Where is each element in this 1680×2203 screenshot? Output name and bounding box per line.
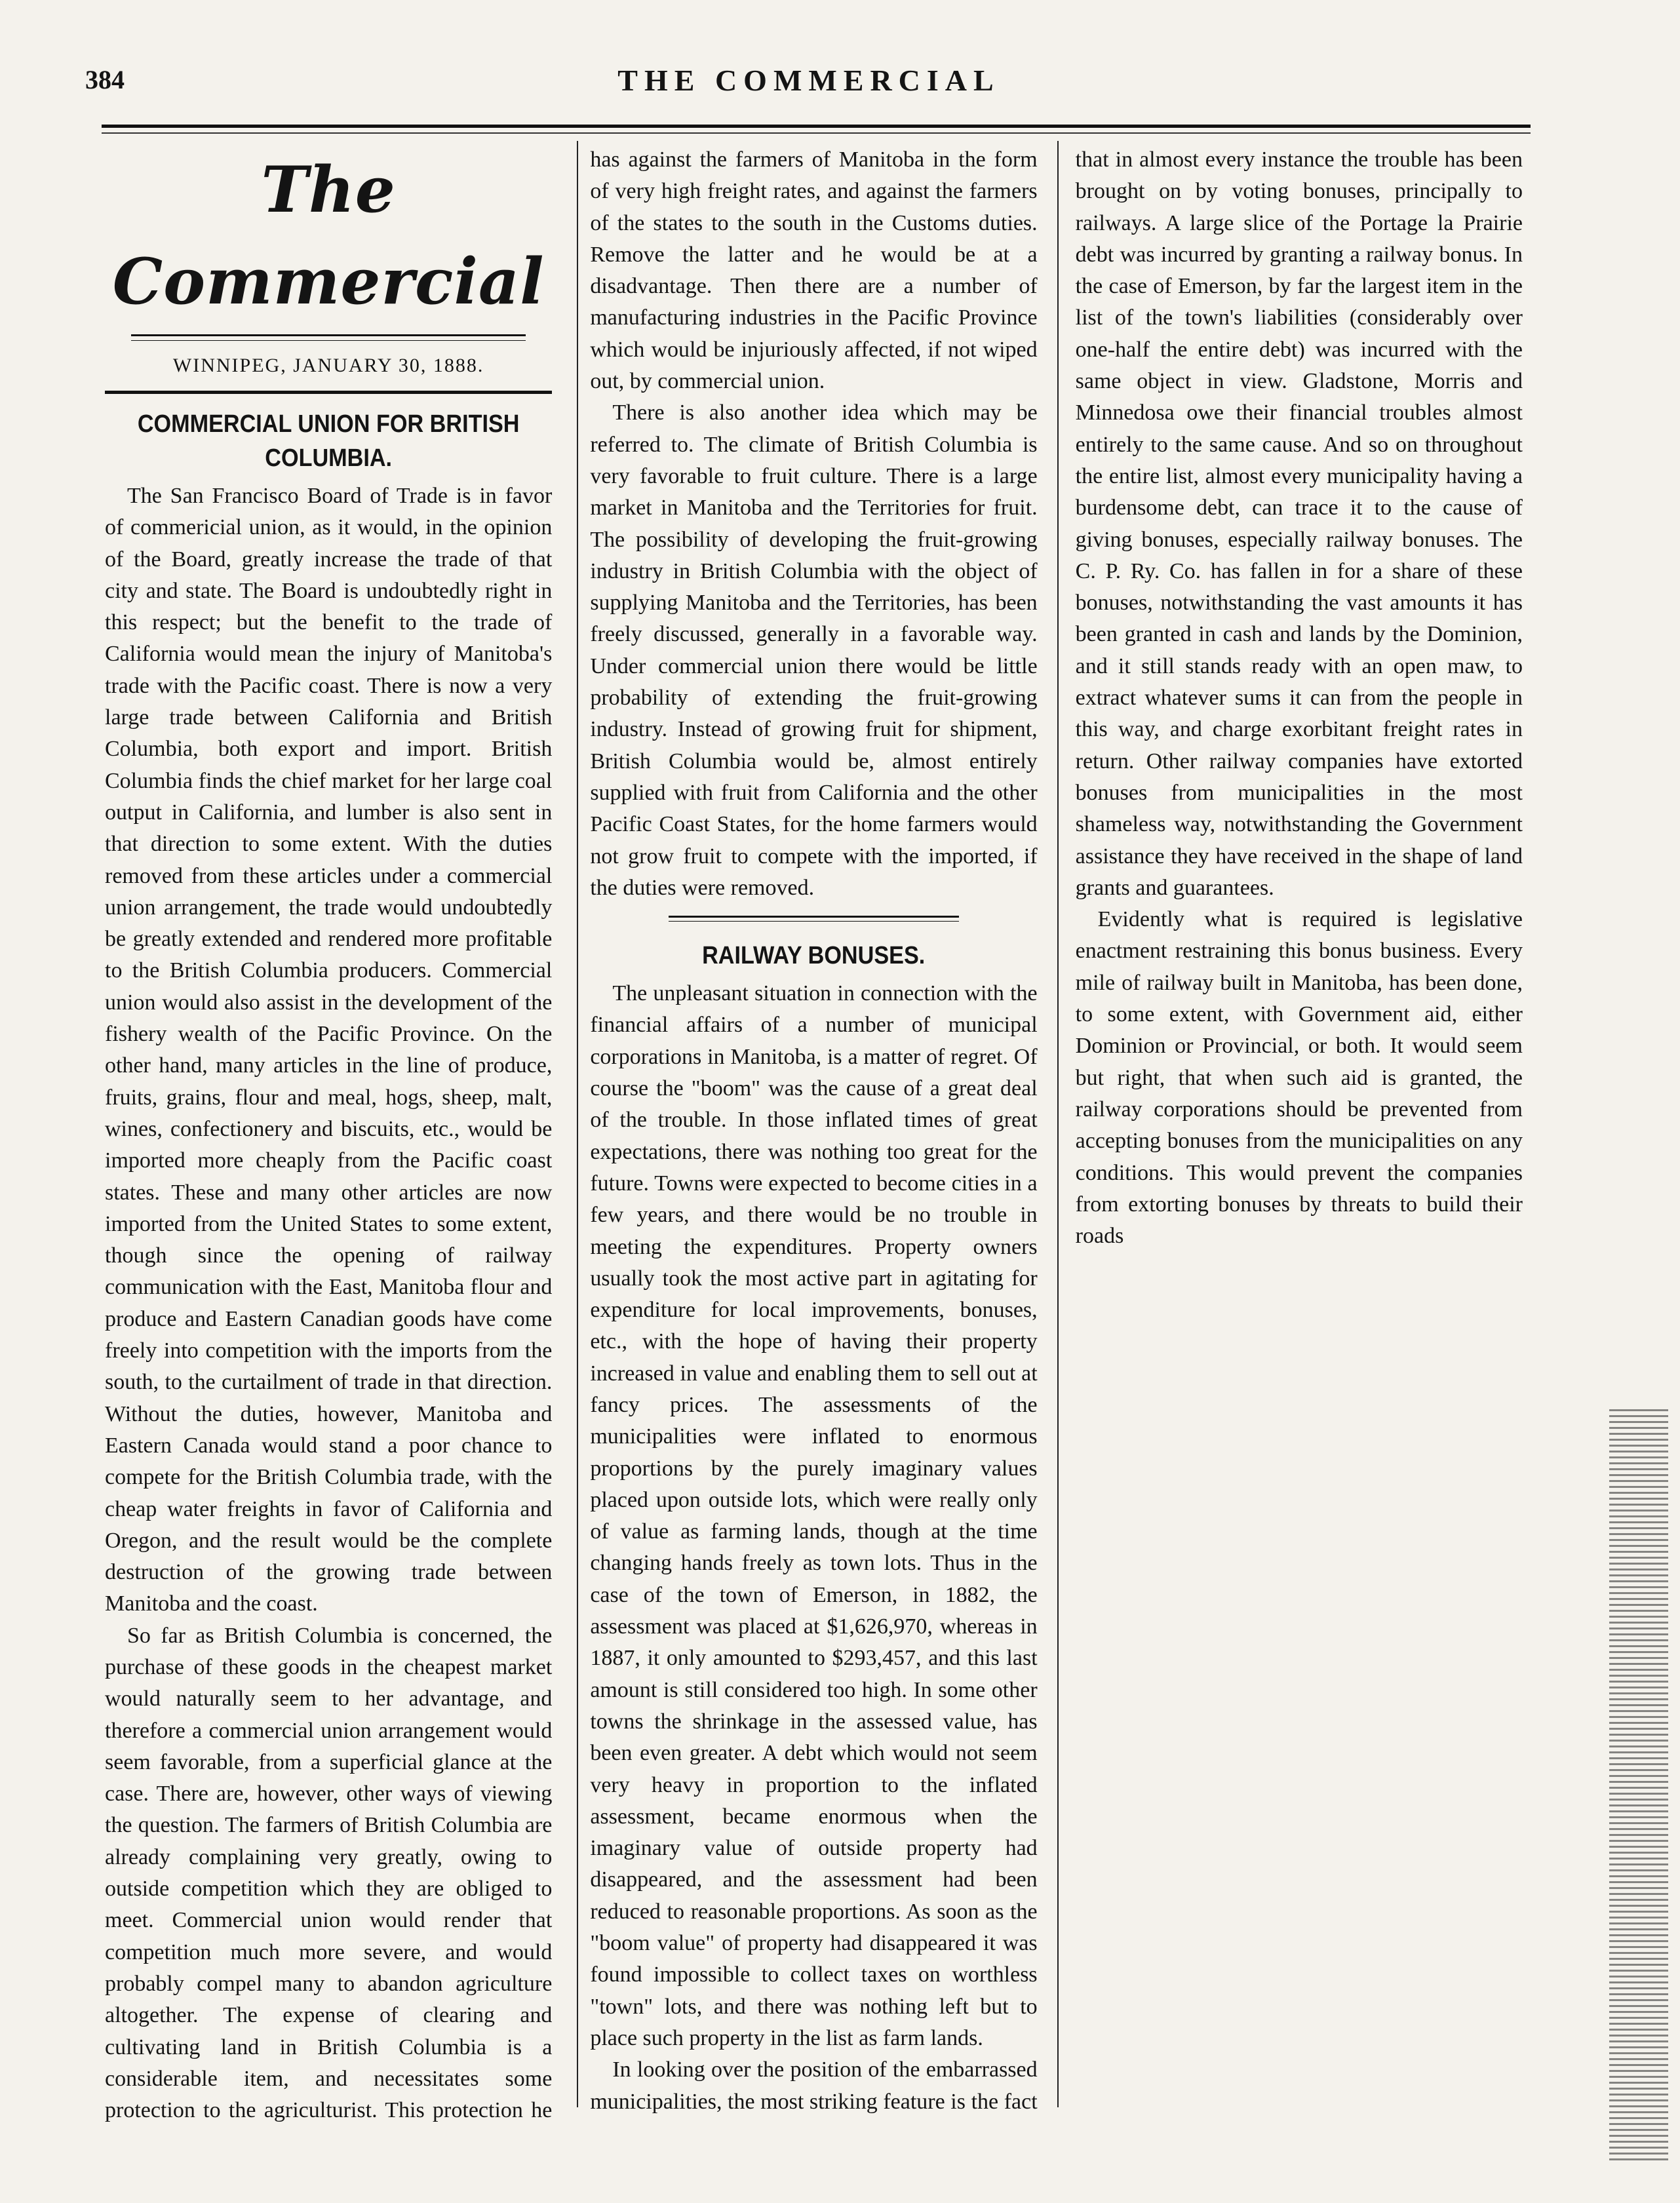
article-paragraph: The San Francisco Board of Trade is in favor of commericial union, as it would, in the opinion of the Board, greatly increase the trade of that city and state. The Board is undoubtedly right in this respect; but the benefit to the trade of California would mean the injury of Manitoba's trade with the Pacific coast. There is now a very large trade between California and British Columbia, both export and import. British Columbia finds the chief market for her large coal output in California, and lumber is also sent in that direction to some extent. With the duties removed from these articles under a commercial union arrangement, the trade would undoubtedly be greatly extended and rendered more profitable to the British Columbia producers. Commercial union would also assist in the development of the fishery wealth of the Pacific Province. On the other hand, many articles in the line of produce, fruits, grains, flour and meal, hogs, sheep, malt, wines, confectionery and biscuits, etc., would be imported more cheaply from the Pacific coast states. These and many other articles are now imported from the United States to some extent, though since the opening of railway communication with the East, Manitoba flour and produce and Eastern Canadian goods have come freely into competition with the imports from the south, to the curtailment of trade in that direction. Without the duties, however, Manitoba and Eastern Canada would stand a poor chance to compete for the British Columbia trade, with the cheap water freights in favor of California and Oregon, and the result would be the complete destruction of the growing trade between Manitoba and the coast. bbox=[105, 484, 553, 1616]
dateline: WINNIPEG, JANUARY 30, 1888. bbox=[172, 355, 484, 376]
article-paragraph: So far as British Columbia is concerned, the purchase of these goods in the cheapest market would naturally seem to her advantage, and therefore a commercial union arrangement would seem favorable, from a superficial glance at the case. There are, however, other ways of viewing the question. The farmers of British Columbia are already complaining very greatly, owing to outside competition which they are obliged to meet. Commercial union would render that competition much more severe, and would probably compel many to abandon agriculture altogether. The expense of clearing and cultivating land in British Columbia is a considerable item, and necessitates some protection to the agriculturist. This protection he has against the farmers of Manitoba in the form of very high freight rates, and against the farmers of the states to the south in the Customs duties. Remove the latter and he would be at a disadvantage. Then there are a number of manufacturing industries in the Pacific Province which would be injuriously affected, if not wiped out, by commercial union. bbox=[105, 147, 1038, 2123]
running-head: THE COMMERCIAL bbox=[617, 64, 1000, 97]
article-headline: COMMERCIAL UNION FOR BRITISH COLUMBIA. bbox=[137, 410, 520, 472]
page-header bbox=[85, 58, 1533, 117]
dateline-rule bbox=[105, 391, 552, 394]
section-rule bbox=[669, 916, 958, 922]
article-paragraph: There is also another idea which may be referred to. The climate of British Columbia is very favorable to fruit culture. There is a large market in Manitoba and the Territories for fruit. The possibility of developing the fruit-growing industry in British Columbia with the object of supplying Manitoba and the Territories, has been freely discussed, generally in a favorable way. Under commercial union there would be little probability of extending the fruit-growing industry. Instead of growing fruit for shipment, British Columbia would be, almost entirely supplied with fruit from California and the other Pacific Coast States, for the home farmers would not grow fruit to compete with the imported, if the duties were removed. bbox=[590, 400, 1038, 900]
article-paragraph: In looking over the position of the embarrassed municipalities, the most striking feature is the fact that in almost every instance the trouble has been brought on by voting bonuses, principally to railways. A large slice of the Portage la Prairie debt was incurred by granting a railway bonus. In the case of Emerson, by far the largest item in the list of the town's liabilities (considerably over one-half the entire debt) was incurred with the same object in view. Gladstone, Morris and Minnedosa owe their financial troubles almost entirely to the same cause. And so on throughout the entire list, almost every municipality having a burdensome debt, can trace it to the cause of giving bonuses, especially railway bonuses. The C. P. Ry. Co. has fallen in for a share of these bonuses, notwithstanding the vast amounts it has been granted in cash and lands by the Dominion, and it still stands ready with an open maw, to extract whatever sums it can from the people in this way, and charge exorbitant freight rates in return. Other railway companies have extorted bonuses from municipalities in the most shameless way, notwithstanding the Government assistance they have received in the shape of land grants and guarantees. bbox=[590, 147, 1523, 2114]
article-paragraph: Evidently what is required is legislative enactment restraining this bonus business. Every mile of railway built in Manitoba, has been done, to some extent, with Government aid, either Dominion or Provincial, or both. It would seem but right, that when such aid is granted, the railway corporations should be prevented from accepting bonuses from the municipalities on any conditions. This would prevent the companies from extorting bonuses by threats to build their roads bbox=[1075, 907, 1523, 1249]
header-rule bbox=[102, 125, 1531, 128]
article-headline: RAILWAY BONUSES. bbox=[702, 942, 926, 970]
page-number: 384 bbox=[85, 65, 125, 94]
header-rule-thin bbox=[102, 132, 1531, 134]
scan-edge-noise bbox=[1609, 1409, 1668, 2163]
masthead-rule bbox=[131, 334, 526, 341]
article-paragraph: The unpleasant situation in connection with the financial affairs of a number of municipal corporations in Manitoba, is a matter of regret. Of course the "boom" was the cause of a great deal of the trouble. In those inflated times of great expectations, there was nothing too great for the future. Towns were expected to become cities in a few years, and there would be no trouble in meeting the expenditures. Property owners usually took the most active part in agitating for expenditure for local improvements, bonuses, etc., with the hope of having their property increased in value and enabling them to sell out at fancy prices. The assessments of the municipalities were inflated to enormous proportions by the purely imaginary values placed upon outside lots, which were really only of value as farming lands, though at the time changing hands freely as town lots. Thus in the case of the town of Emerson, in 1882, the assessment was placed at $1,626,970, whereas in 1887, it only amounted to $293,457, and this last amount is still considered too high. In some other towns the shrinkage in the assessed value, has been even greater. A debt which would not seem very heavy in proportion to the inflated assessment, became enormous when the imaginary value of outside property had disappeared, and the assessment had been reduced to reasonable proportions. As soon as the "boom value" of property had disappeared it was found impossible to collect taxes on worthless "town" lots, and there was nothing left but to place such property in the list as farm lands. bbox=[590, 981, 1038, 2050]
article-flow bbox=[105, 144, 1523, 2143]
masthead-title: The Commercial bbox=[112, 153, 545, 319]
